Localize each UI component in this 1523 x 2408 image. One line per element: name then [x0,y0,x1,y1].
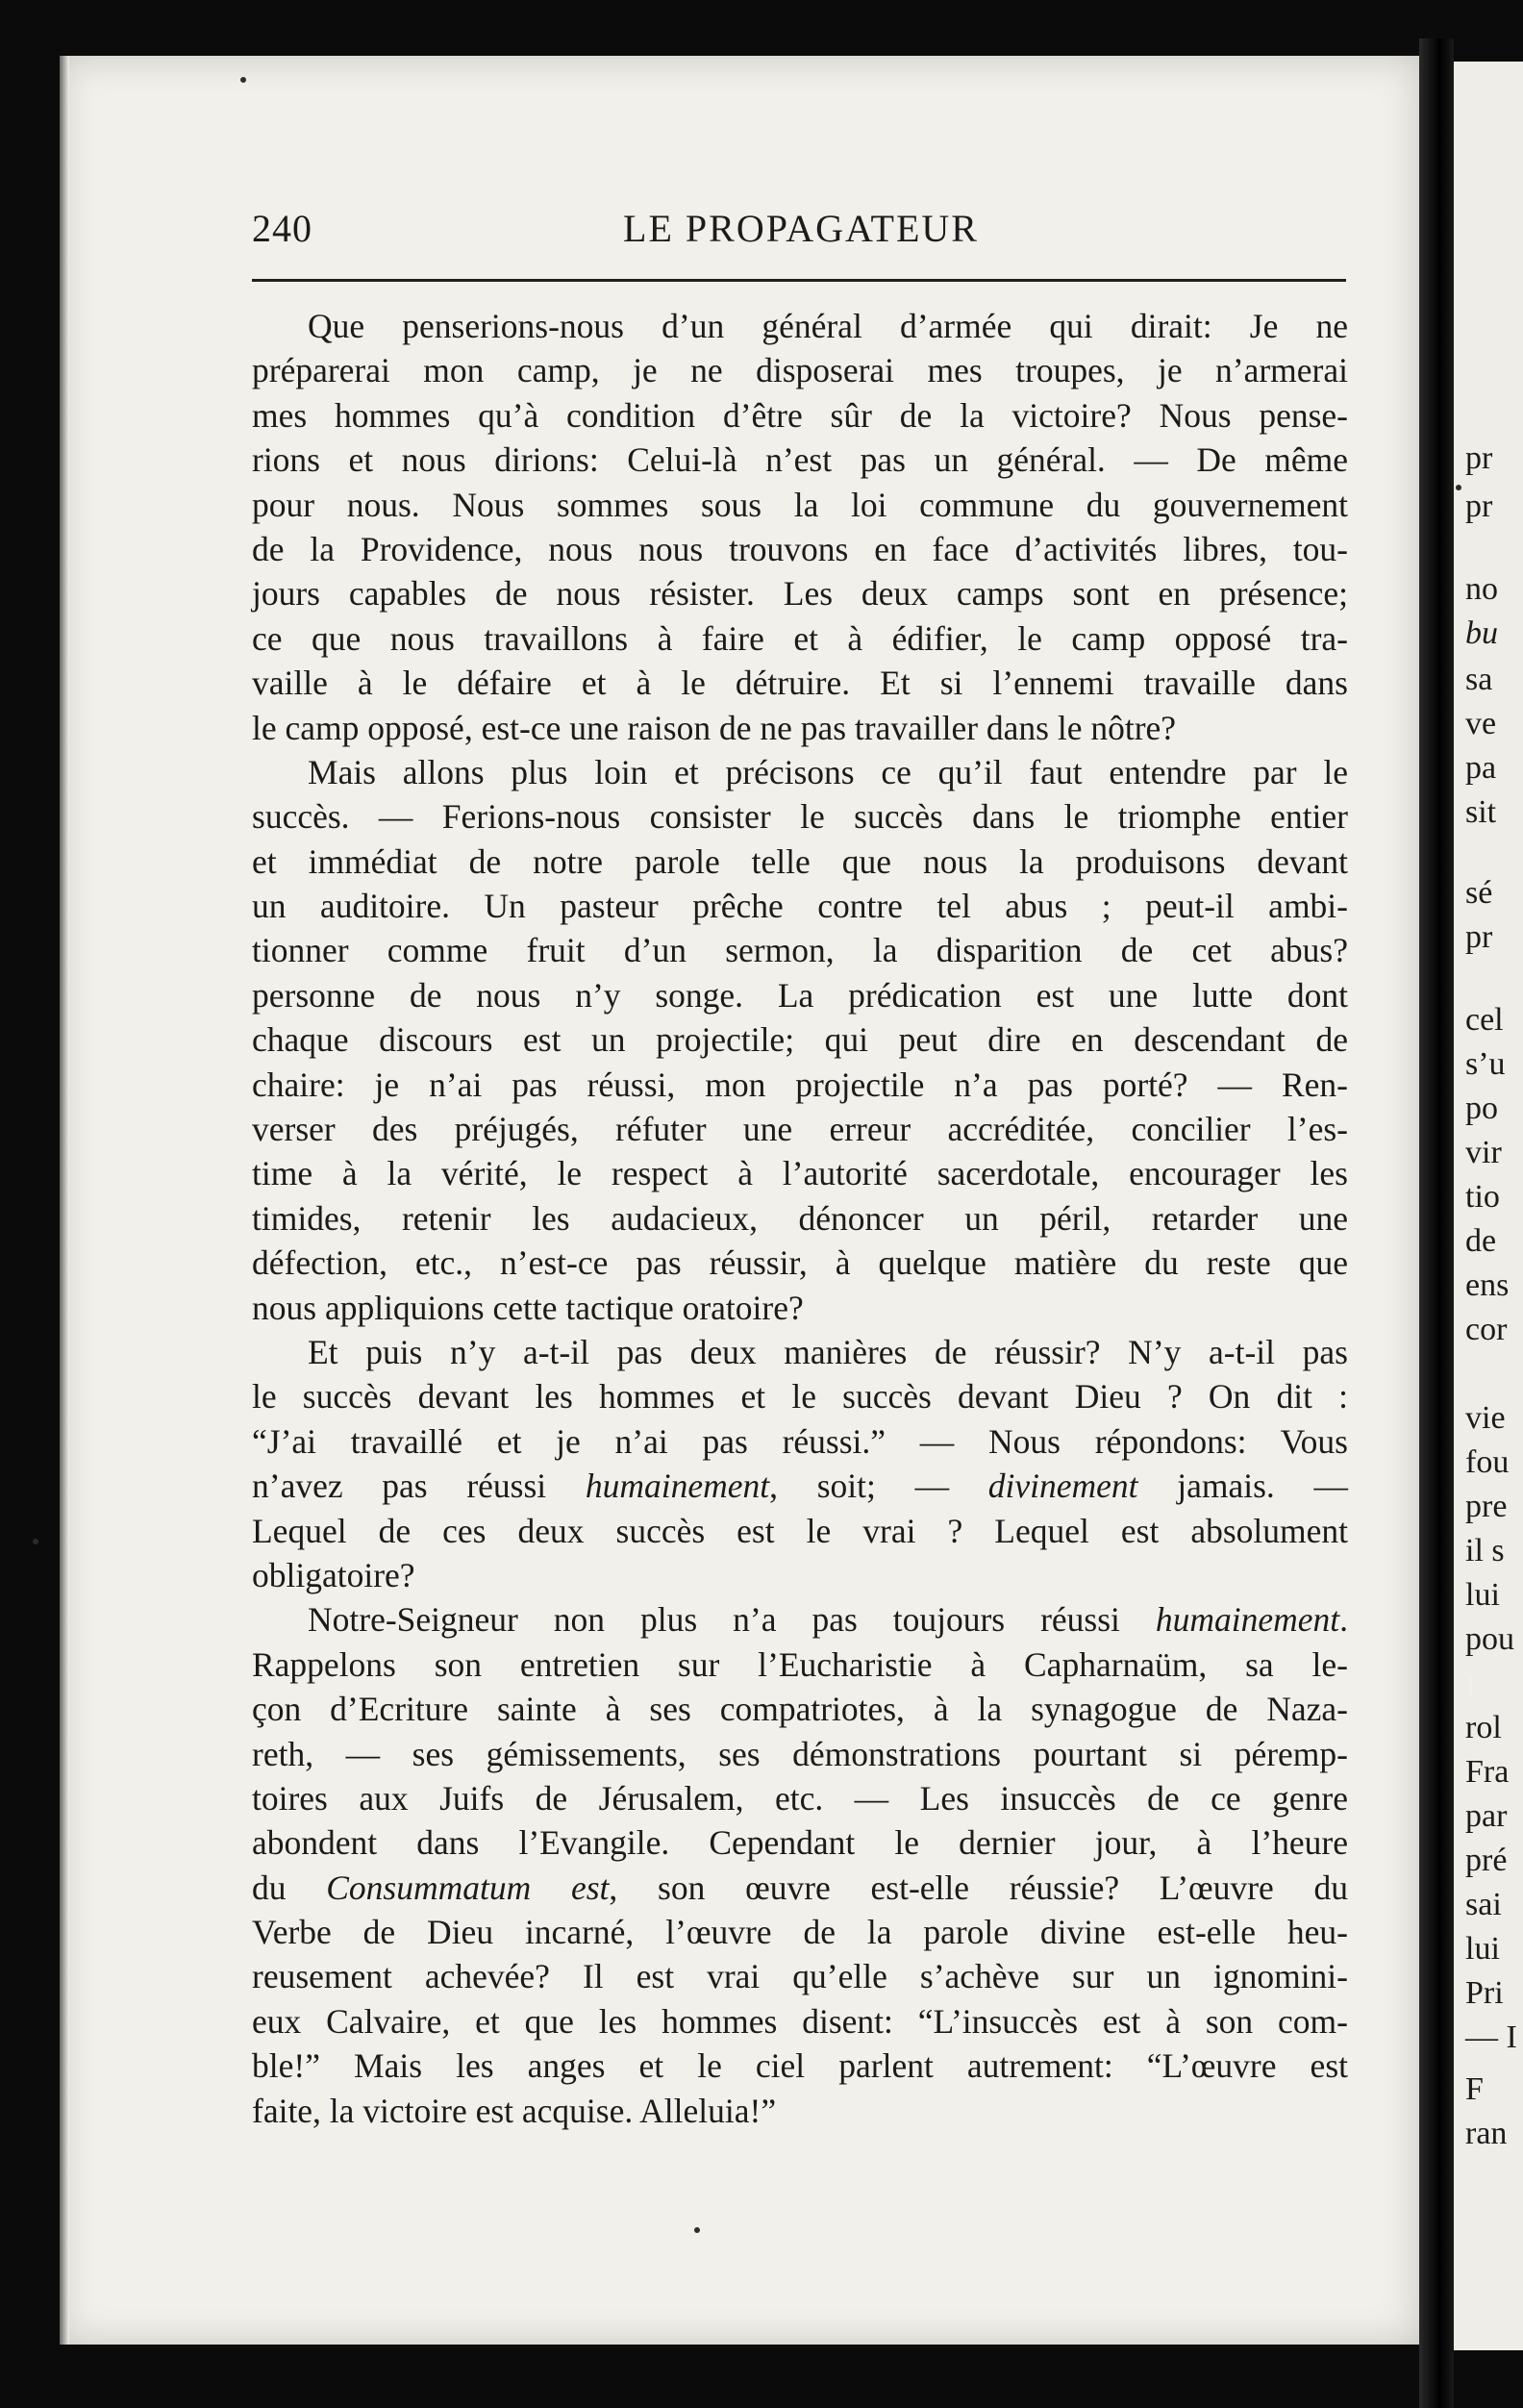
text-line: de la Providence, nous nous trouvons en face d’activités libres, tou- [252,529,1348,568]
adjacent-fragment: rol [1465,1710,1502,1745]
text-line: personne de nous n’y songe. La prédication est une lutte dont [252,975,1348,1015]
text-line: Notre-Seigneur non plus n’a pas toujours réussi humainement. [308,1600,1348,1640]
adjacent-fragment: pou [1465,1621,1514,1657]
text-line: mes hommes qu’à condition d’être sûr de la victoire? Nous pense- [252,395,1348,435]
text-line: pour nous. Nous sommes sous la loi commune du gouvernement [252,485,1348,524]
text-line: et immédiat de notre parole telle que nous la produisons devant [252,841,1348,881]
text-line: chaire: je n’ai pas réussi, mon projectile n’a pas porté? — Ren- [252,1065,1348,1104]
adjacent-fragment: sa [1465,662,1493,697]
text-line: Et puis n’y a-t-il pas deux manières de réussir? N’y a-t-il pas [308,1332,1348,1371]
text-line: Rappelons son entretien sur l’Eucharistie à Capharnaüm, sa le- [252,1644,1348,1684]
adjacent-fragment: lui [1465,1931,1500,1967]
text-line: eux Calvaire, et que les hommes disent: “L’insuccès est à son com- [252,2001,1348,2041]
text-line: le camp opposé, est-ce une raison de ne pas travailler dans le nôtre? [252,708,1177,747]
text-line: tionner comme fruit d’un sermon, la disparition de cet abus? [252,931,1348,970]
adjacent-fragment: ens [1465,1267,1510,1303]
adjacent-fragment: F [1465,2071,1484,2107]
scan-speck [694,2227,700,2233]
adjacent-fragment: ran [1465,2116,1508,2151]
adjacent-fragment: pre [1465,1489,1508,1524]
text-line: ce que nous travaillons à faire et à édifier, le camp opposé tra- [252,618,1348,658]
adjacent-fragment: no [1465,571,1498,607]
text-line: faite, la victoire est acquise. Alleluia!” [252,2091,777,2130]
text-line: Lequel de ces deux succès est le vrai ? Lequel est absolument [252,1511,1348,1550]
text-line: le succès devant les hommes et le succès devant Dieu ? On dit : [252,1377,1348,1417]
adjacent-fragment: Fra [1465,1754,1510,1790]
adjacent-fragment: par [1465,1798,1508,1834]
adjacent-fragment: pré [1465,1843,1508,1878]
text-line: time à la vérité, le respect à l’autorité sacerdotale, encourager les [252,1154,1348,1193]
adjacent-fragment: vir [1465,1135,1502,1170]
adjacent-fragment: ve [1465,706,1497,741]
text-line: Verbe de Dieu incarné, l’œuvre de la parole divine est-elle heu- [252,1913,1348,1952]
adjacent-fragment: pr [1465,919,1493,955]
text-line: verser des préjugés, réfuter une erreur accréditée, concilier l’es- [252,1110,1348,1149]
text-line: timides, retenir les audacieux, dénoncer un péril, retarder une [252,1198,1348,1238]
adjacent-fragment: bu [1465,615,1498,651]
text-line: n’avez pas réussi humainement, soit; — divinement jamais. — [252,1467,1348,1506]
page-edge-shadow [60,56,69,2345]
adjacent-fragment: pr [1465,489,1493,524]
text-line: çon d’Ecriture sainte à ses compatriotes, à la synagogue de Naza- [252,1690,1348,1729]
adjacent-fragment: cel [1465,1002,1504,1038]
adjacent-fragment: s’u [1465,1046,1506,1082]
scan-speck [1456,485,1461,490]
text-line: jours capables de nous résister. Les deux camps sont en présence; [252,574,1348,614]
text-line: reusement achevée? Il est vrai qu’elle s’achève sur un ignomini- [252,1957,1348,1996]
page-header [252,206,1350,263]
adjacent-fragment: po [1465,1091,1498,1126]
adjacent-fragment: vie [1465,1400,1506,1436]
text-line: rions et nous dirions: Celui-là n’est pas un général. — De même [252,440,1348,480]
adjacent-fragment: fou [1465,1444,1510,1480]
adjacent-fragment: lui [1465,1577,1500,1613]
running-title: LE PROPAGATEUR [623,207,979,250]
adjacent-fragment: pr [1465,440,1493,476]
adjacent-fragment: cor [1465,1312,1508,1347]
adjacent-fragment: sit [1465,794,1497,830]
book-gutter [1419,38,1454,2408]
adjacent-fragment: — I [1465,2019,1517,2055]
text-line: nous appliquions cette tactique oratoire? [252,1288,804,1327]
text-line: succès. — Ferions-nous consister le succès dans le triomphe entier [252,797,1348,837]
text-line: Mais allons plus loin et précisons ce qu’il faut entendre par le [308,752,1348,791]
text-line: ble!” Mais les anges et le ciel parlent autrement: “L’œuvre est [252,2046,1348,2086]
text-line: défection, etc., n’est-ce pas réussir, à quelque matière du reste que [252,1243,1348,1283]
text-line: Que penserions-nous d’un général d’armée qui dirait: Je ne [308,307,1348,345]
text-line: un auditoire. Un pasteur prêche contre tel abus ; peut-il ambi- [252,887,1348,926]
adjacent-fragment: tio [1465,1179,1500,1215]
adjacent-fragment: Pri [1465,1975,1504,2011]
text-line: toires aux Juifs de Jérusalem, etc. — Les insuccès de ce genre [252,1778,1348,1818]
page-number: 240 [252,207,312,250]
text-line: abondent dans l’Evangile. Cependant le dernier jour, à l’heure [252,1823,1348,1863]
header-rule [252,279,1346,282]
adjacent-fragment: sai [1465,1887,1502,1922]
adjacent-fragment: pa [1465,750,1497,786]
adjacent-fragment: sé [1465,875,1493,911]
text-line: reth, — ses gémissements, ses démonstrations pourtant si péremp- [252,1734,1348,1773]
scan-speck [240,77,246,83]
body-text [252,304,1348,2133]
adjacent-fragment: I [1465,1668,1477,1703]
scan-speck [33,1539,38,1544]
text-line: obligatoire? [252,1555,415,1594]
adjacent-fragment: de [1465,1223,1497,1259]
text-line: chaque discours est un projectile; qui peut dire en descendant de [252,1020,1348,1060]
adjacent-fragment: il s [1465,1533,1505,1568]
text-line: préparerai mon camp, je ne disposerai mes troupes, je n’armerai [252,351,1348,390]
text-line: vaille à le défaire et à le détruire. Et si l’ennemi travaille dans [252,664,1348,703]
text-line: “J’ai travaillé et je n’ai pas réussi.” — Nous répondons: Vous [252,1421,1348,1461]
text-line: du Consummatum est, son œuvre est-elle réussie? L’œuvre du [252,1868,1349,1907]
